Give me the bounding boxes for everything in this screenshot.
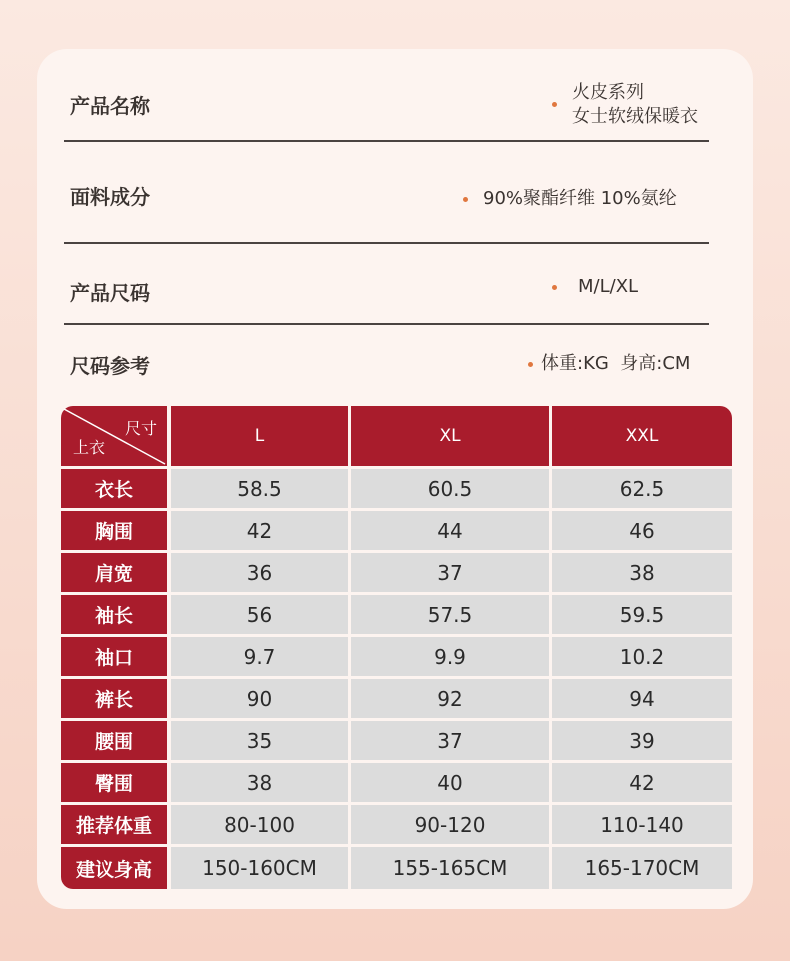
size-label: 产品尺码 bbox=[70, 281, 150, 305]
table-cell: 90 bbox=[171, 679, 348, 718]
table-cell: 37 bbox=[351, 721, 549, 760]
row-label: 肩宽 bbox=[61, 553, 167, 592]
row-label: 袖长 bbox=[61, 595, 167, 634]
table-cell: 59.5 bbox=[552, 595, 732, 634]
bullet-icon bbox=[552, 285, 557, 290]
table-cell: 150-160CM bbox=[171, 847, 348, 889]
row-label: 推荐体重 bbox=[61, 805, 167, 844]
table-corner-cell bbox=[61, 406, 167, 466]
table-cell: 35 bbox=[171, 721, 348, 760]
product-name-line1: 火皮系列 bbox=[572, 82, 644, 103]
table-cell: 40 bbox=[351, 763, 549, 802]
table-cell: 56 bbox=[171, 595, 348, 634]
table-cell: 62.5 bbox=[552, 469, 732, 508]
size-ref-label: 尺码参考 bbox=[70, 354, 150, 378]
divider bbox=[64, 323, 709, 325]
bullet-icon bbox=[463, 197, 468, 202]
table-cell: 36 bbox=[171, 553, 348, 592]
size-value: M/L/XL bbox=[578, 276, 639, 297]
table-cell: 38 bbox=[552, 553, 732, 592]
bullet-icon bbox=[528, 362, 533, 367]
table-cell: 58.5 bbox=[171, 469, 348, 508]
column-header-xxl: XXL bbox=[552, 406, 732, 466]
fabric-label: 面料成分 bbox=[70, 185, 150, 209]
row-label: 袖口 bbox=[61, 637, 167, 676]
table-cell: 42 bbox=[171, 511, 348, 550]
row-label: 腰围 bbox=[61, 721, 167, 760]
table-cell: 38 bbox=[171, 763, 348, 802]
divider bbox=[64, 140, 709, 142]
column-header-xl: XL bbox=[351, 406, 549, 466]
row-label: 臀围 bbox=[61, 763, 167, 802]
table-cell: 37 bbox=[351, 553, 549, 592]
table-cell: 155-165CM bbox=[351, 847, 549, 889]
fabric-value: 90%聚酯纤维 10%氨纶 bbox=[483, 188, 677, 209]
table-cell: 90-120 bbox=[351, 805, 549, 844]
bullet-icon bbox=[552, 102, 557, 107]
row-label: 衣长 bbox=[61, 469, 167, 508]
corner-bottom-label: 上衣 bbox=[73, 438, 106, 457]
table-cell: 110-140 bbox=[552, 805, 732, 844]
row-label: 胸围 bbox=[61, 511, 167, 550]
row-label: 建议身高 bbox=[61, 847, 167, 889]
product-name-label: 产品名称 bbox=[70, 94, 150, 118]
table-cell: 44 bbox=[351, 511, 549, 550]
table-cell: 80-100 bbox=[171, 805, 348, 844]
table-cell: 39 bbox=[552, 721, 732, 760]
size-ref-value: 体重:KG 身高:CM bbox=[541, 353, 691, 374]
table-cell: 9.9 bbox=[351, 637, 549, 676]
table-cell: 94 bbox=[552, 679, 732, 718]
table-cell: 9.7 bbox=[171, 637, 348, 676]
table-cell: 165-170CM bbox=[552, 847, 732, 889]
table-cell: 10.2 bbox=[552, 637, 732, 676]
product-name-line2: 女士软绒保暖衣 bbox=[572, 106, 698, 127]
divider bbox=[64, 242, 709, 244]
table-cell: 92 bbox=[351, 679, 549, 718]
corner-top-label: 尺寸 bbox=[124, 419, 157, 438]
column-header-l: L bbox=[171, 406, 348, 466]
table-cell: 46 bbox=[552, 511, 732, 550]
table-cell: 57.5 bbox=[351, 595, 549, 634]
table-header-row bbox=[61, 406, 732, 466]
row-label: 裤长 bbox=[61, 679, 167, 718]
table-cell: 60.5 bbox=[351, 469, 549, 508]
table-cell: 42 bbox=[552, 763, 732, 802]
